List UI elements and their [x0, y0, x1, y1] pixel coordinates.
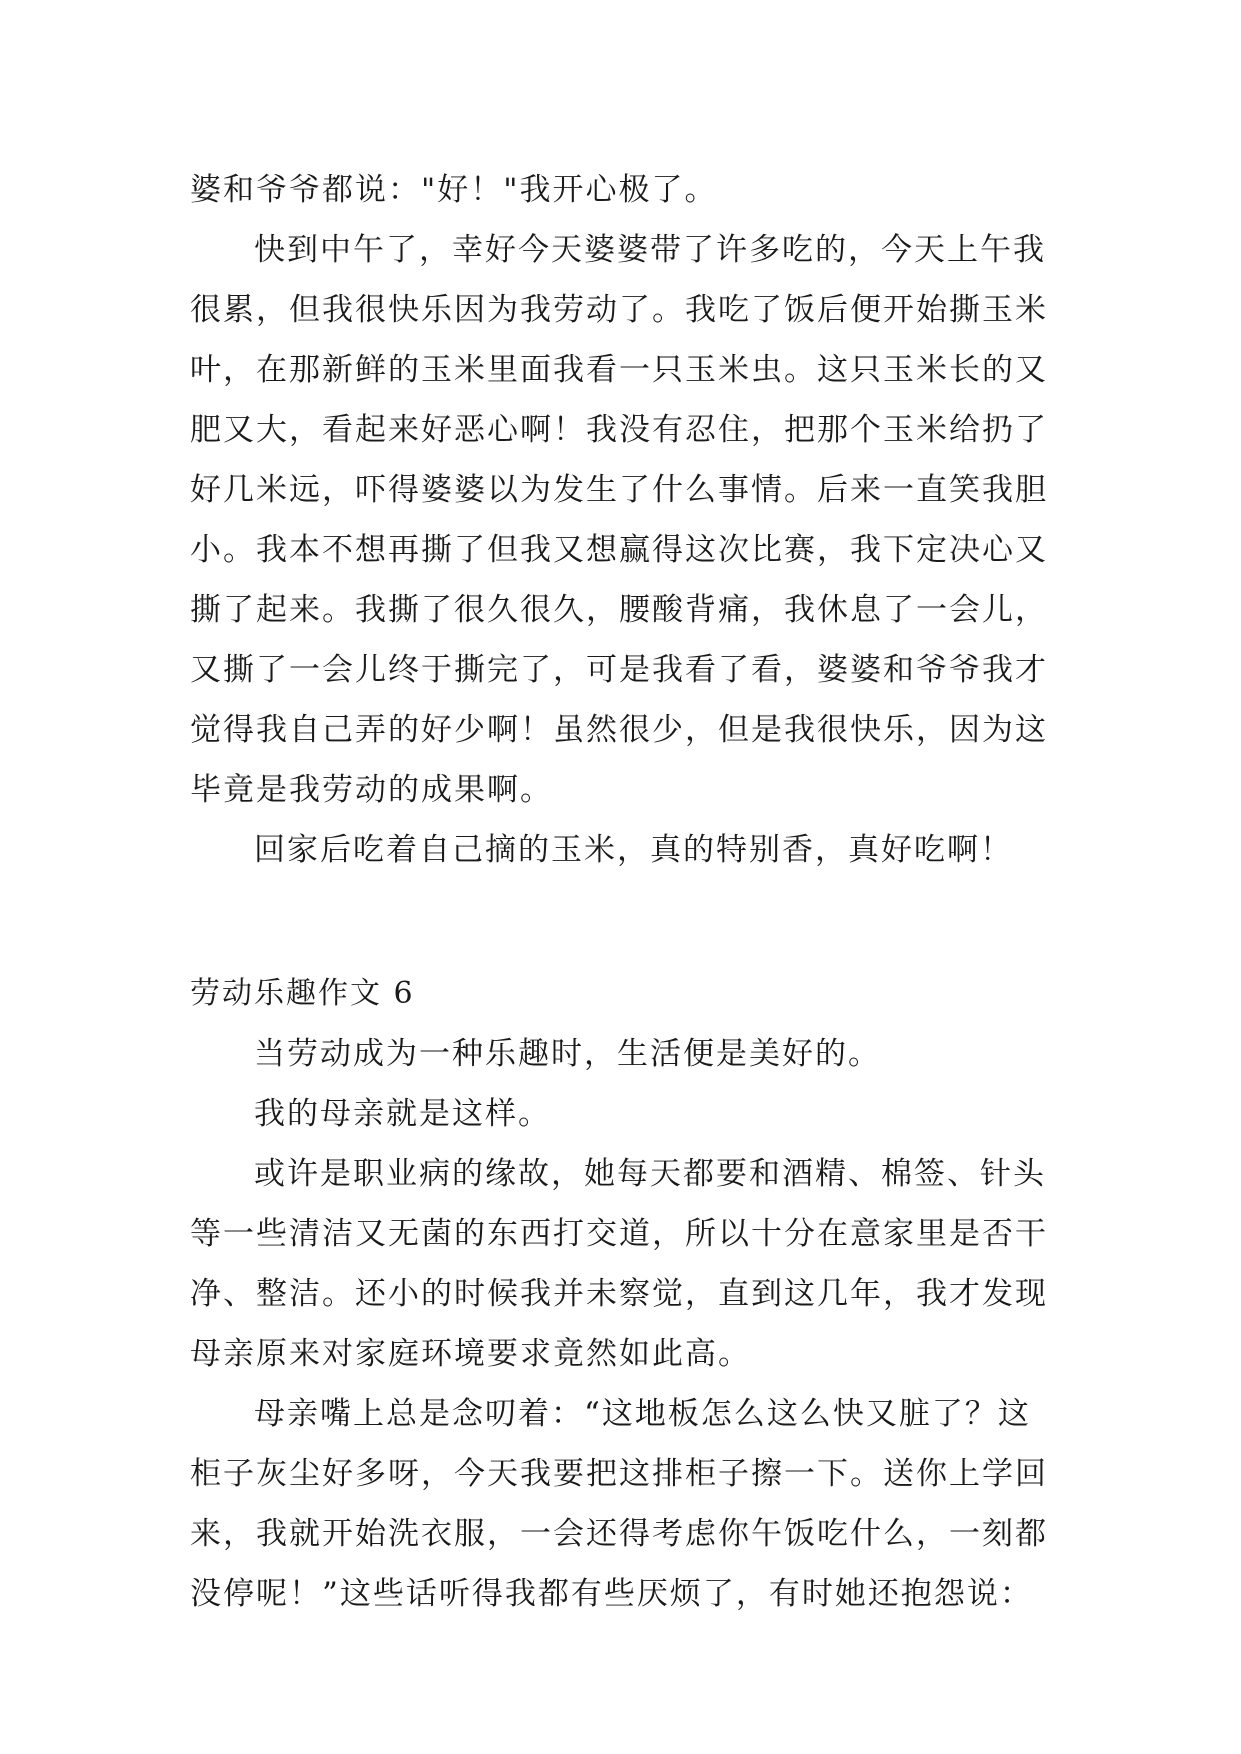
paragraph-line: 肥又大，看起来好恶心啊！我没有忍住，把那个玉米给扔了: [190, 412, 1048, 448]
paragraph-line: 来，我就开始洗衣服，一会还得考虑你午饭吃什么，一刻都: [190, 1516, 1048, 1552]
paragraph-line: 等一些清洁又无菌的东西打交道，所以十分在意家里是否干: [190, 1216, 1048, 1252]
paragraph-line: 小。我本不想再撕了但我又想赢得这次比赛，我下定决心又: [190, 532, 1048, 568]
paragraph-line: 净、整洁。还小的时候我并未察觉，直到这几年，我才发现: [190, 1276, 1048, 1312]
paragraph-line: 柜子灰尘好多呀，今天我要把这排柜子擦一下。送你上学回: [190, 1456, 1048, 1492]
paragraph-line: 快到中午了，幸好今天婆婆带了许多吃的，今天上午我: [254, 232, 1046, 268]
paragraph-line: 毕竟是我劳动的成果啊。: [190, 772, 553, 808]
paragraph-line: 叶，在那新鲜的玉米里面我看一只玉米虫。这只玉米长的又: [190, 352, 1048, 388]
paragraph-line: 回家后吃着自己摘的玉米，真的特别香，真好吃啊！: [254, 832, 1013, 868]
paragraph-line: 又撕了一会儿终于撕完了，可是我看了看，婆婆和爷爷我才: [190, 652, 1048, 688]
paragraph-line: 母亲嘴上总是念叨着：“这地板怎么这么快又脏了？这: [254, 1396, 1031, 1432]
paragraph-line: 或许是职业病的缘故，她每天都要和酒精、棉签、针头: [254, 1156, 1046, 1192]
paragraph-line: 当劳动成为一种乐趣时，生活便是美好的。: [254, 1036, 881, 1072]
document-body: [190, 160, 1070, 1624]
section-title: 劳动乐趣作文 6: [190, 976, 415, 1011]
paragraph-line: 母亲原来对家庭环境要求竟然如此高。: [190, 1336, 751, 1372]
paragraph-line: 很累，但我很快乐因为我劳动了。我吃了饭后便开始撕玉米: [190, 292, 1048, 328]
section-spacer: [190, 880, 1070, 964]
paragraph-line: 撕了起来。我撕了很久很久，腰酸背痛，我休息了一会儿，: [190, 592, 1048, 628]
paragraph-line: 好几米远，吓得婆婆以为发生了什么事情。后来一直笑我胆: [190, 472, 1048, 508]
paragraph-line: 觉得我自己弄的好少啊！虽然很少，但是我很快乐，因为这: [190, 712, 1048, 748]
paragraph-line: 我的母亲就是这样。: [254, 1096, 551, 1132]
paragraph-line: 婆和爷爷都说："好！"我开心极了。: [190, 172, 718, 208]
paragraph-line: 没停呢！”这些话听得我都有些厌烦了，有时她还抱怨说：: [190, 1576, 1033, 1612]
